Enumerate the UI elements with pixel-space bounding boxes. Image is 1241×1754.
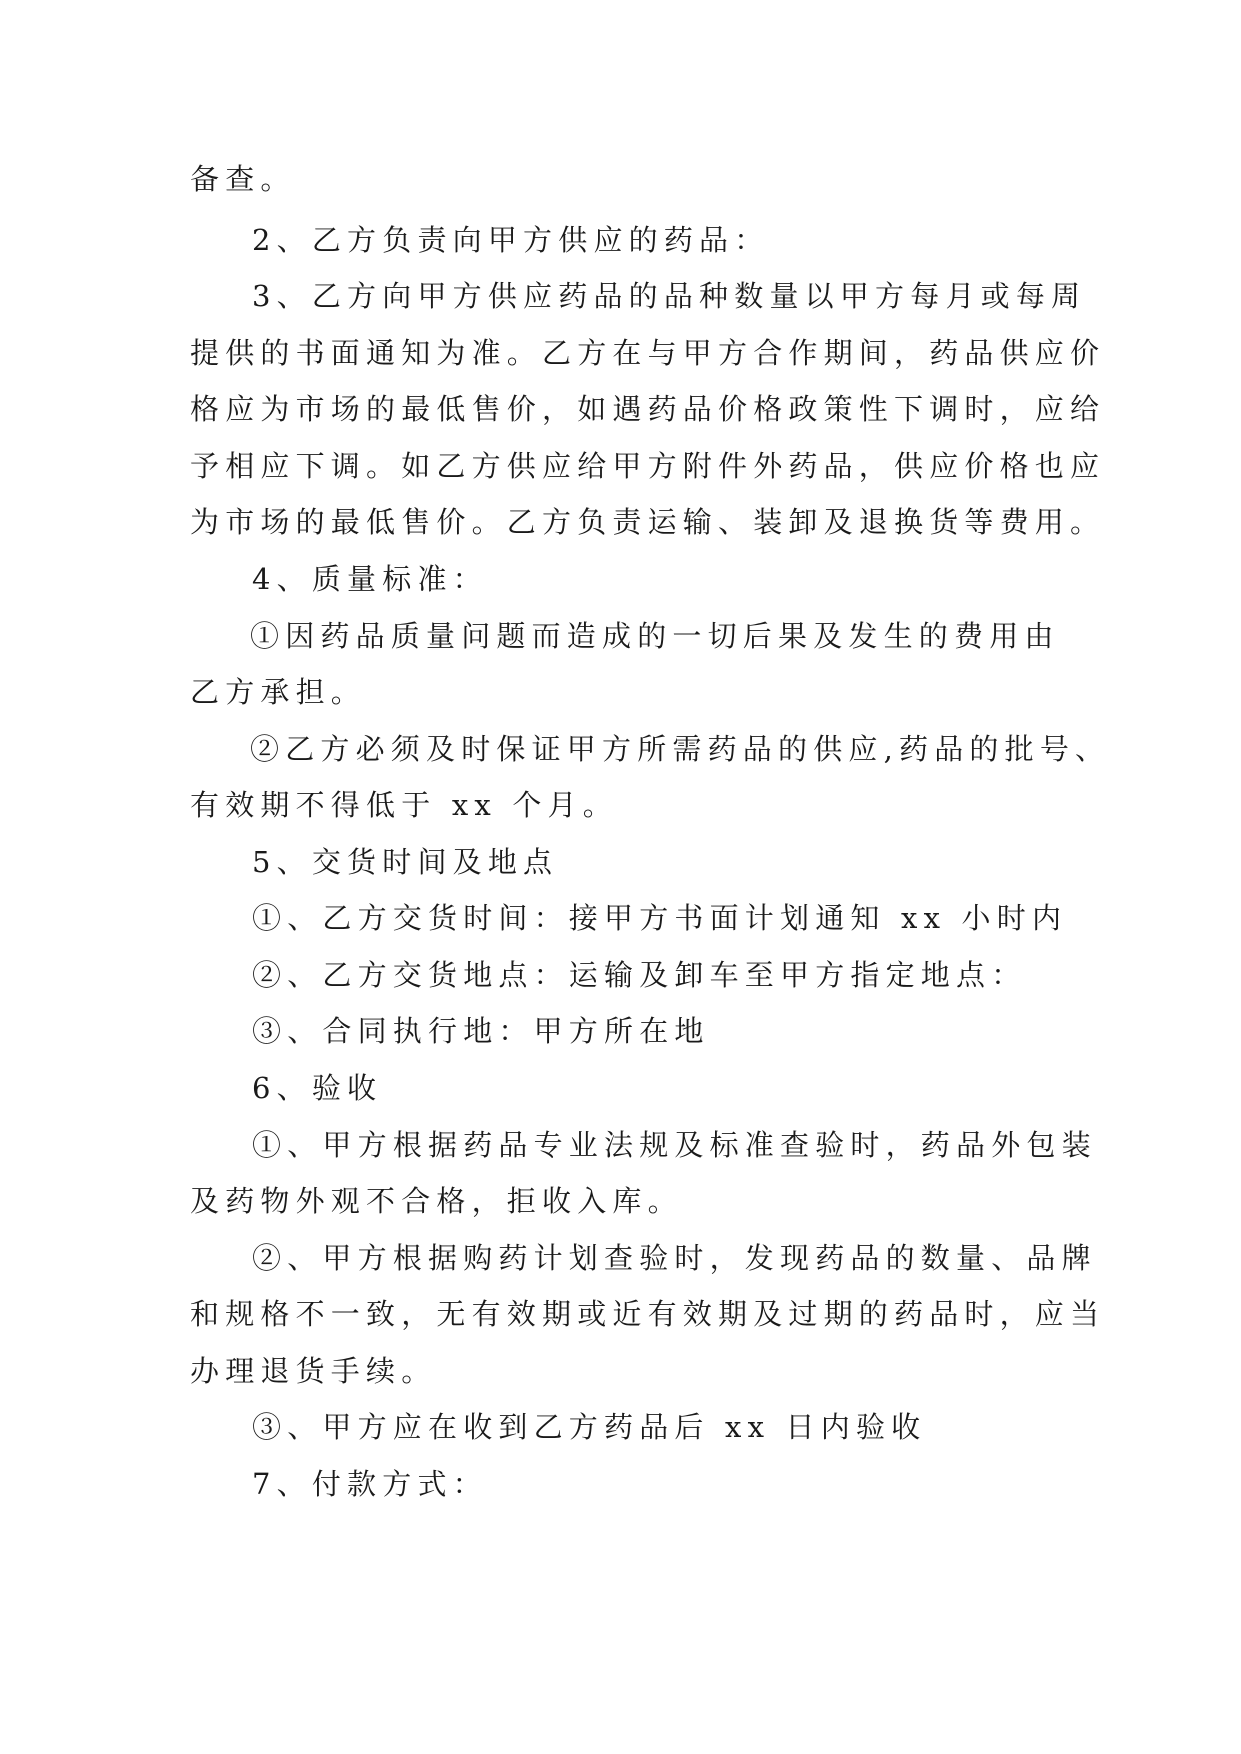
paragraph-line: 格应为市场的最低售价，如遇药品价格政策性下调时，应给: [190, 392, 1106, 426]
paragraph-line: 予相应下调。如乙方供应给甲方附件外药品，供应价格也应: [190, 449, 1106, 483]
paragraph-line: 3、乙方向甲方供应药品的品种数量以甲方每月或每周: [252, 279, 1087, 313]
list-item: ①、甲方根据药品专业法规及标准查验时，药品外包装: [252, 1128, 1097, 1162]
paragraph-line: ②乙方必须及时保证甲方所需药品的供应,药品的批号、: [250, 732, 1111, 766]
section-heading: 7、付款方式：: [252, 1467, 488, 1501]
paragraph-line: 及药物外观不合格，拒收入库。: [190, 1184, 683, 1218]
paragraph-line: 提供的书面通知为准。乙方在与甲方合作期间，药品供应价: [190, 336, 1106, 370]
list-item: ②、甲方根据购药计划查验时，发现药品的数量、品牌: [252, 1241, 1097, 1275]
section-heading: 6、验收: [252, 1071, 383, 1105]
paragraph-line: 办理退货手续。: [190, 1354, 437, 1388]
section-heading: 5、交货时间及地点: [252, 845, 559, 879]
list-item: ①、乙方交货时间：接甲方书面计划通知 xx 小时内: [252, 901, 1068, 935]
section-heading: 2、乙方负责向甲方供应的药品：: [252, 223, 770, 257]
list-item: ③、甲方应在收到乙方药品后 xx 日内验收: [252, 1410, 927, 1444]
text-line: 备查。: [190, 162, 296, 196]
section-heading: 4、质量标准：: [252, 562, 488, 596]
paragraph-line: 为市场的最低售价。乙方负责运输、装卸及退换货等费用。: [190, 505, 1106, 539]
paragraph-line: 有效期不得低于 xx 个月。: [190, 788, 618, 822]
paragraph-line: 和规格不一致，无有效期或近有效期及过期的药品时，应当: [190, 1297, 1106, 1331]
list-item: ③、合同执行地：甲方所在地: [252, 1014, 710, 1048]
list-item: ②、乙方交货地点：运输及卸车至甲方指定地点：: [252, 958, 1027, 992]
paragraph-line: ①因药品质量问题而造成的一切后果及发生的费用由: [250, 619, 1060, 653]
paragraph-line: 乙方承担。: [190, 675, 367, 709]
